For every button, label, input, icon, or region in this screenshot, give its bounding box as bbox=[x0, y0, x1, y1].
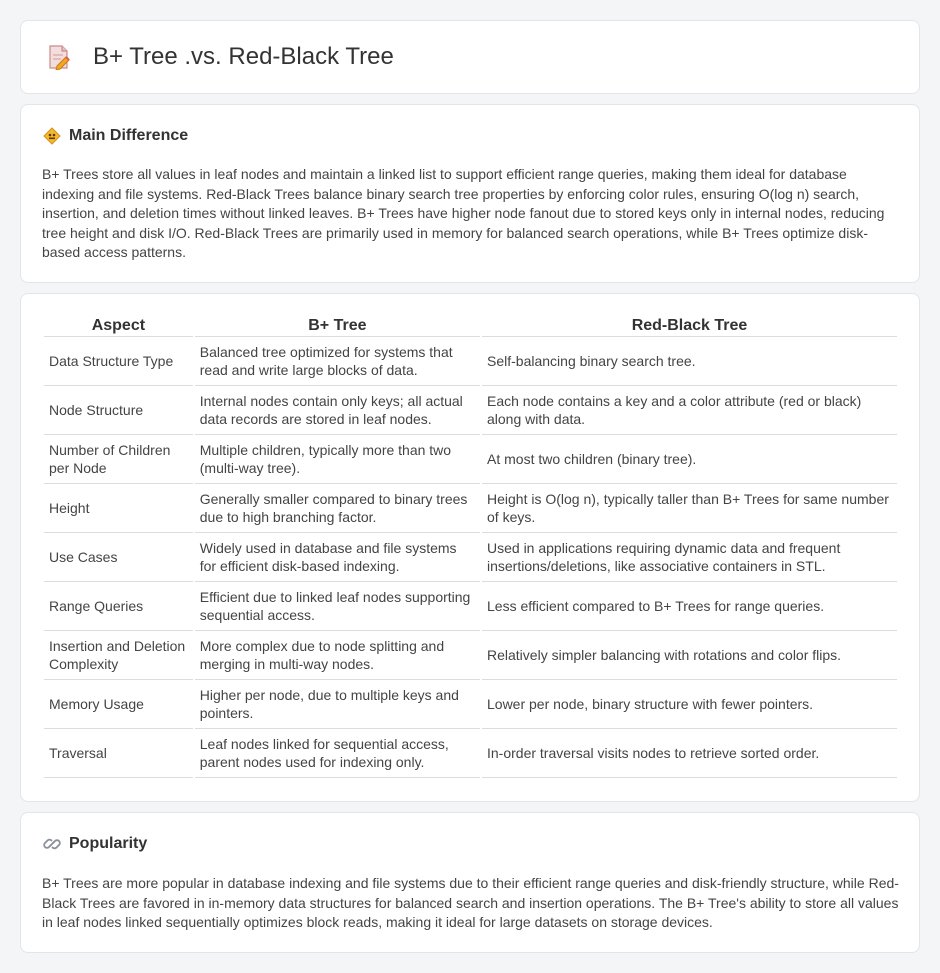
table-row bbox=[44, 484, 897, 533]
bplus-cell: Balanced tree optimized for systems that read and write large blocks of data. bbox=[195, 337, 480, 386]
table-row bbox=[44, 337, 897, 386]
redblack-cell: Height is O(log n), typically taller than B+ Trees for same number of keys. bbox=[482, 484, 897, 533]
popularity-text: B+ Trees are more popular in database indexing and file systems due to their efficient range queries and disk-friendly structure, while Red-Black Trees are favored in in-memory data structures for balanced search and insertion operations. The B+ Tree's ability to store all values in leaf nodes linked sequentially optimizes block reads, making it ideal for large datasets on storage devices. bbox=[42, 875, 899, 930]
main-difference-title: Main Difference bbox=[69, 127, 189, 144]
redblack-cell: Self-balancing binary search tree. bbox=[482, 337, 897, 386]
link-icon bbox=[43, 835, 61, 853]
redblack-cell: At most two children (binary tree). bbox=[482, 435, 897, 484]
table-row bbox=[44, 435, 897, 484]
table-row bbox=[44, 680, 897, 729]
aspect-cell: Node Structure bbox=[44, 386, 193, 435]
aspect-cell: Height bbox=[44, 484, 193, 533]
bplus-cell: Efficient due to linked leaf nodes supporting sequential access. bbox=[195, 582, 480, 631]
bplus-cell: Generally smaller compared to binary trees due to high branching factor. bbox=[195, 484, 480, 533]
header-red-black-tree: Red-Black Tree bbox=[482, 316, 897, 337]
main-difference-text: B+ Trees store all values in leaf nodes and maintain a linked list to support efficient range queries, making them ideal for database indexing and file systems. Red-Black Trees balance binary search tree properties by enforcing color rules, ensuring O(log n) search, insertion, and deletion times without linked leaves. B+ Trees have higher node fanout due to stored keys only in internal nodes, reducing tree height and disk I/O. Red-Black Trees are primarily used in memory for balanced search operations, while B+ Trees optimize disk-based access patterns. bbox=[42, 166, 885, 260]
aspect-cell: Traversal bbox=[44, 729, 193, 778]
table-row bbox=[44, 729, 897, 778]
bplus-cell: Leaf nodes linked for sequential access, parent nodes used for indexing only. bbox=[195, 729, 480, 778]
redblack-cell: In-order traversal visits nodes to retrieve sorted order. bbox=[482, 729, 897, 778]
redblack-cell: Used in applications requiring dynamic data and frequent insertions/deletions, like associative containers in STL. bbox=[482, 533, 897, 582]
table-row bbox=[44, 533, 897, 582]
main-difference-card bbox=[20, 104, 920, 283]
aspect-cell: Memory Usage bbox=[44, 680, 193, 729]
aspect-cell: Range Queries bbox=[44, 582, 193, 631]
bplus-cell: More complex due to node splitting and merging in multi-way nodes. bbox=[195, 631, 480, 680]
redblack-cell: Less efficient compared to B+ Trees for range queries. bbox=[482, 582, 897, 631]
table-row bbox=[44, 582, 897, 631]
page-title: B+ Tree .vs. Red-Black Tree bbox=[93, 43, 394, 70]
popularity-title: Popularity bbox=[69, 835, 148, 852]
comparison-table bbox=[42, 316, 899, 778]
header-bplus-tree: B+ Tree bbox=[195, 316, 480, 337]
aspect-cell: Number of Children per Node bbox=[44, 435, 193, 484]
aspect-cell: Insertion and Deletion Complexity bbox=[44, 631, 193, 680]
table-row bbox=[44, 631, 897, 680]
aspect-cell: Use Cases bbox=[44, 533, 193, 582]
diamond-icon bbox=[43, 127, 61, 145]
popularity-card bbox=[20, 812, 920, 953]
comparison-card bbox=[20, 293, 920, 802]
document-pencil-icon bbox=[47, 44, 71, 70]
table-row bbox=[44, 386, 897, 435]
aspect-cell: Data Structure Type bbox=[44, 337, 193, 386]
redblack-cell: Each node contains a key and a color attribute (red or black) along with data. bbox=[482, 386, 897, 435]
header-aspect: Aspect bbox=[44, 316, 193, 337]
redblack-cell: Relatively simpler balancing with rotations and color flips. bbox=[482, 631, 897, 680]
bplus-cell: Higher per node, due to multiple keys and pointers. bbox=[195, 680, 480, 729]
table-header-row bbox=[44, 316, 897, 337]
title-card bbox=[20, 20, 920, 94]
bplus-cell: Widely used in database and file systems for efficient disk-based indexing. bbox=[195, 533, 480, 582]
bplus-cell: Internal nodes contain only keys; all actual data records are stored in leaf nodes. bbox=[195, 386, 480, 435]
bplus-cell: Multiple children, typically more than two (multi-way tree). bbox=[195, 435, 480, 484]
redblack-cell: Lower per node, binary structure with fewer pointers. bbox=[482, 680, 897, 729]
